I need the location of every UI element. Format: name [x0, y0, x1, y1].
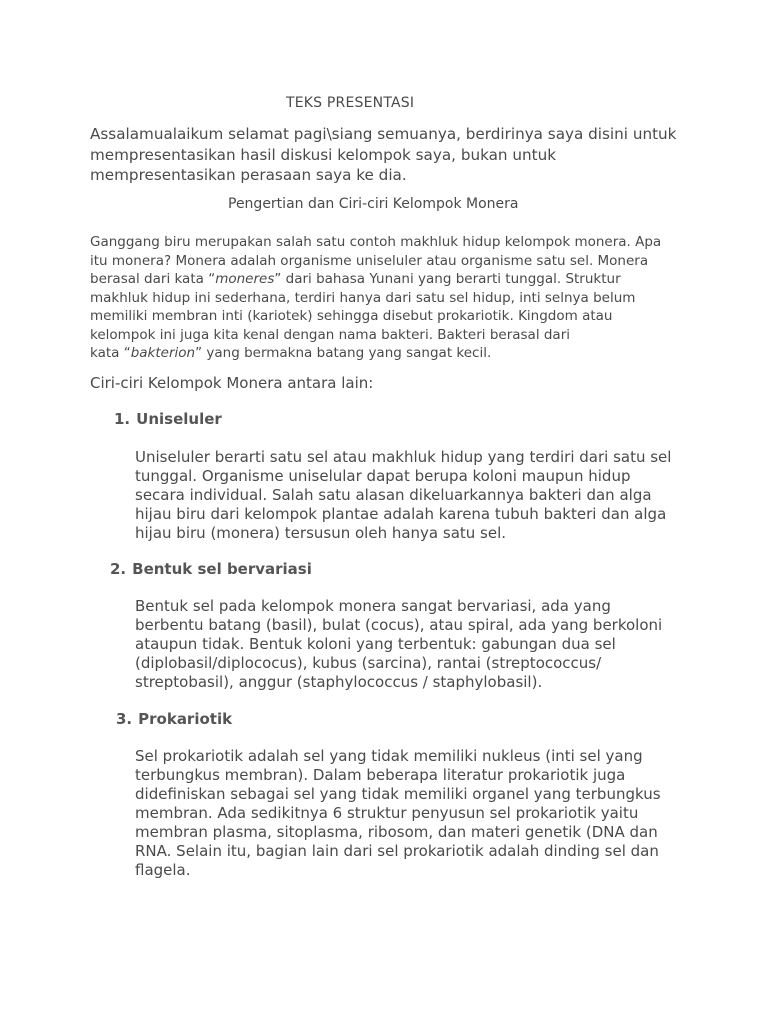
section-line: membran plasma, sitoplasma, ribosom, dan materi genetik (DNA dan — [135, 823, 658, 841]
definition-line: memiliki membran inti (kariotek) sehingga disebut prokariotik. Kingdom atau — [90, 308, 613, 324]
intro-paragraph — [90, 124, 690, 186]
definition-line: kelompok ini juga kita kenal dengan nama bakteri. Bakteri berasal dari — [90, 326, 571, 343]
section-line: secara individual. Salah satu alasan dikeluarkannya bakteri dan alga — [135, 486, 652, 504]
section-line: terbungkus membran). Dalam beberapa literatur prokariotik juga — [135, 766, 626, 784]
section-paragraph-bentuk-sel — [135, 597, 683, 692]
section-line: berbentu batang (basil), bulat (cocus), atau spiral, ada yang berkoloni — [135, 616, 663, 634]
text-fragment: berasal dari kata “ — [90, 271, 216, 287]
section-number: 2. — [110, 560, 127, 578]
section-heading-prokariotik — [116, 710, 232, 728]
document-title: TEKS PRESENTASI — [286, 95, 415, 111]
italic-term: bakterion — [130, 345, 196, 361]
section-heading-bentuk-sel — [110, 560, 312, 578]
definition-line: makhluk hidup ini sederhana, terdiri hanya dari satu sel hidup, inti selnya belum — [90, 289, 636, 306]
intro-line: Assalamualaikum selamat pagi\siang semuanya, berdirinya saya disini untuk — [90, 125, 677, 143]
definition-line: itu monera? Monera adalah organisme uniseluler atau organisme satu sel. Monera — [90, 252, 649, 269]
section-line: didefiniskan sebagai sel yang tidak memiliki organel yang terbungkus — [135, 785, 661, 803]
section-line: streptobasil), anggur (staphylococcus / staphylobasil). — [135, 673, 543, 691]
section-line: Uniseluler berarti satu sel atau makhluk hidup yang terdiri dari satu sel — [135, 448, 672, 466]
section-line: tunggal. Organisme uniselular dapat berupa koloni maupun hidup — [135, 467, 631, 485]
text-fragment: ” yang bermakna batang yang sangat kecil. — [195, 345, 492, 361]
section-line: Bentuk sel pada kelompok monera sangat bervariasi, ada yang — [135, 597, 611, 615]
section-line: (diplobasil/diplococus), kubus (sarcina), rantai (streptococcus/ — [135, 654, 602, 672]
definition-line: Ganggang biru merupakan salah satu contoh makhluk hidup kelompok monera. Apa — [90, 234, 662, 250]
italic-term: moneres — [215, 271, 275, 287]
section-line: ataupun tidak. Bentuk koloni yang terbentuk: gabungan dua sel — [135, 635, 616, 653]
section-title: Uniseluler — [136, 410, 222, 428]
section-line: RNA. Selain itu, bagian lain dari sel prokariotik adalah dinding sel dan — [135, 842, 659, 860]
section-title: Prokariotik — [138, 710, 233, 728]
section-line: Sel prokariotik adalah sel yang tidak memiliki nukleus (inti sel yang — [135, 747, 643, 765]
section-line: flagela. — [135, 861, 191, 879]
section-heading-uniseluler — [114, 410, 222, 428]
text-fragment: ” dari bahasa Yunani yang berarti tunggal. Struktur — [274, 271, 621, 287]
definition-line — [90, 270, 680, 289]
section-line: hijau biru (monera) tersusun oleh hanya satu sel. — [135, 524, 507, 542]
text-fragment: kata “ — [90, 345, 131, 361]
definition-line — [90, 344, 680, 363]
list-intro: Ciri-ciri Kelompok Monera antara lain: — [90, 374, 374, 392]
section-subtitle: Pengertian dan Ciri-ciri Kelompok Monera — [228, 196, 519, 212]
intro-line: mempresentasikan hasil diskusi kelompok saya, bukan untuk — [90, 145, 556, 164]
section-line: hijau biru dari kelompok plantae adalah karena tubuh bakteri dan alga — [135, 505, 667, 523]
section-paragraph-prokariotik — [135, 747, 683, 880]
definition-paragraph — [90, 233, 680, 363]
intro-line: mempresentasikan perasaan saya ke dia. — [90, 166, 407, 184]
section-title: Bentuk sel bervariasi — [132, 560, 312, 578]
section-number: 1. — [114, 410, 131, 428]
section-number: 3. — [116, 710, 133, 728]
section-line: membran. Ada sedikitnya 6 struktur penyusun sel prokariotik yaitu — [135, 804, 639, 822]
section-paragraph-uniseluler — [135, 448, 683, 543]
